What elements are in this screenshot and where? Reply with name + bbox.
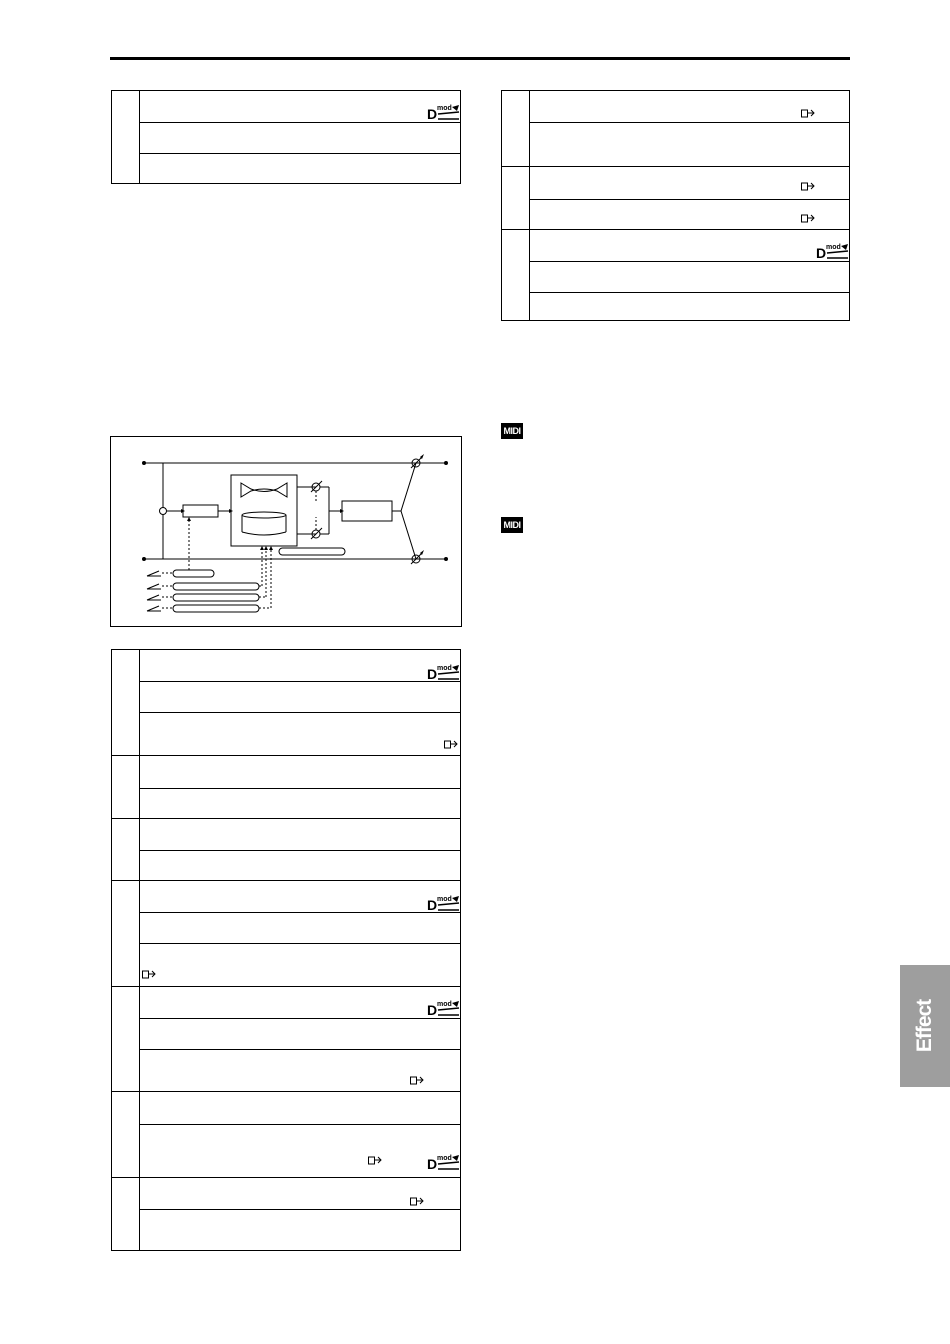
page-reference-icon [142,969,156,979]
dynamic-modulation-icon [426,663,460,681]
midi-badge: MIDI [501,517,523,533]
section-tab[interactable] [900,965,950,1087]
svg-text:D: D [427,106,438,121]
effect-block-diagram [110,436,462,627]
page-reference-icon [444,739,458,749]
parameter-table-left-bottom [111,649,461,1251]
svg-text:D: D [427,666,438,681]
page-reference-icon [801,181,815,191]
midi-badge: MIDI [501,423,523,439]
svg-text:D: D [816,245,827,260]
page-reference-icon [410,1196,424,1206]
parameter-table-left-top [111,90,461,184]
top-rule [110,57,850,60]
page-reference-icon [410,1075,424,1085]
svg-text:D: D [427,1156,438,1171]
parameter-table-right-top [501,90,850,321]
svg-text:mod: mod [826,244,841,251]
dynamic-modulation-icon [426,894,460,912]
svg-text:mod: mod [437,665,452,672]
section-tab-label: Effect [913,999,936,1053]
signal-flow-diagram [111,437,461,626]
svg-text:D: D [427,897,438,912]
page-reference-icon [368,1155,382,1165]
dynamic-modulation-icon [426,999,460,1017]
svg-text:mod: mod [437,1155,452,1162]
svg-text:D: D [427,1002,438,1017]
svg-text:mod: mod [437,896,452,903]
dynamic-modulation-icon [426,1153,460,1171]
svg-text:mod: mod [437,105,452,112]
dynamic-modulation-icon [426,103,460,121]
page-reference-icon [801,108,815,118]
page-reference-icon [801,213,815,223]
svg-text:mod: mod [437,1001,452,1008]
dynamic-modulation-icon [815,242,849,260]
